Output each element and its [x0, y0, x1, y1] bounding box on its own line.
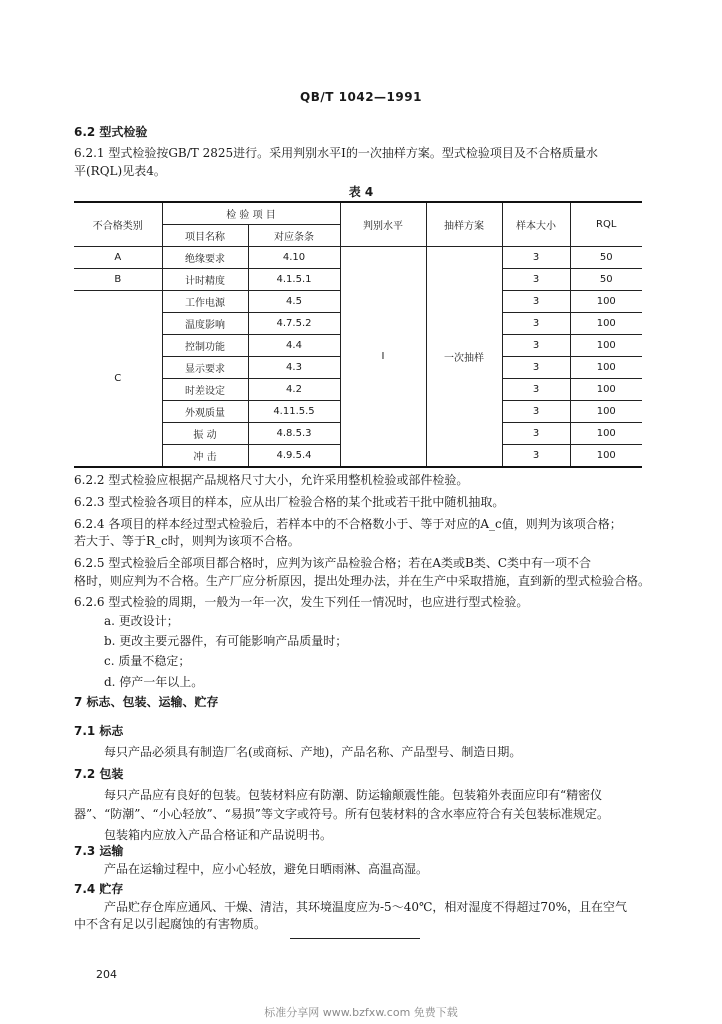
item-name-cell: 外观质量 [162, 401, 248, 423]
item-name-cell: 冲 击 [162, 445, 248, 468]
rql-cell: 100 [570, 423, 642, 445]
rql-cell: 100 [570, 357, 642, 379]
rql-cell: 100 [570, 313, 642, 335]
rql-cell: 100 [570, 335, 642, 357]
clause-cell: 4.3 [248, 357, 340, 379]
item-name-cell: 控制功能 [162, 335, 248, 357]
table-row [74, 247, 642, 269]
sample-cell: 3 [502, 313, 570, 335]
rql-cell: 100 [570, 401, 642, 423]
sample-cell: 3 [502, 379, 570, 401]
clause-cell: 4.9.5.4 [248, 445, 340, 468]
sample-cell: 3 [502, 423, 570, 445]
header-category: 不合格类别 [74, 202, 162, 247]
section-7-3-text: 产品在运输过程中，应小心轻放，避免日晒雨淋、高温高湿。 [104, 862, 429, 876]
rql-cell: 50 [570, 269, 642, 291]
sample-cell: 3 [502, 401, 570, 423]
list-item: b. 更改主要元器件，有可能影响产品质量时； [104, 634, 348, 648]
header-clause: 对应条条 [248, 225, 340, 247]
section-7-4-line-2: 中不含有足以引起腐蚀的有害物质。 [74, 917, 267, 931]
item-name-cell: 温度影响 [162, 313, 248, 335]
sample-cell: 3 [502, 357, 570, 379]
clause-cell: 4.10 [248, 247, 340, 269]
sample-cell: 3 [502, 247, 570, 269]
table-caption: 表 4 [348, 185, 374, 199]
sample-cell: 3 [502, 269, 570, 291]
header-rql: RQL [570, 202, 642, 247]
clause-cell: 4.5 [248, 291, 340, 313]
clause-cell: 4.7.5.2 [248, 313, 340, 335]
clause-6-2-4-line-1: 6.2.4 各项目的样本经过型式检验后，若样本中的不合格数小于、等于对应的A_c值，则判为该项合格； [74, 517, 622, 531]
section-7-2-line-2: 器”、“防潮”、“小心轻放”、“易损”等文字或符号。所有包装材料的含水率应符合有关包装标准规定。 [74, 807, 609, 821]
clause-6-2-5-line-2: 格时，则应判为不合格。生产厂应分析原因，提出处理办法，并在生产中采取措施，直到新的型式检验合格。 [74, 574, 651, 588]
rql-cell: 100 [570, 379, 642, 401]
clause-cell: 4.8.5.3 [248, 423, 340, 445]
inspection-table [74, 201, 642, 468]
header-item-name: 项目名称 [162, 225, 248, 247]
list-item: a. 更改设计； [104, 614, 179, 628]
item-name-cell: 振 动 [162, 423, 248, 445]
rql-cell: 100 [570, 291, 642, 313]
item-name-cell: 绝缘要求 [162, 247, 248, 269]
header-sample-size: 样本大小 [502, 202, 570, 247]
clause-cell: 4.11.5.5 [248, 401, 340, 423]
section-7-4-line-1: 产品贮存仓库应通风、干燥、清洁，其环境温度应为-5～40℃，相对湿度不得超过70%，且在空气 [104, 900, 628, 914]
list-item: c. 质量不稳定； [104, 654, 191, 668]
header-scheme: 抽样方案 [426, 202, 502, 247]
sample-cell: 3 [502, 445, 570, 468]
clause-6-2-1-line-2: 平(RQL)见表4。 [74, 164, 166, 178]
category-cell: A [74, 247, 162, 269]
header-items: 检 验 项 目 [162, 202, 340, 225]
item-name-cell: 显示要求 [162, 357, 248, 379]
section-7-3-title: 7.3 运输 [74, 844, 124, 858]
item-name-cell: 时差设定 [162, 379, 248, 401]
sample-cell: 3 [502, 291, 570, 313]
section-7-title: 7 标志、包装、运输、贮存 [74, 695, 219, 709]
rql-cell: 50 [570, 247, 642, 269]
clause-6-2-3: 6.2.3 型式检验各项目的样本，应从出厂检验合格的某个批或若干批中随机抽取。 [74, 495, 505, 509]
end-rule [290, 938, 420, 939]
watermark: 标准分享网 www.bzfxw.com 免费下载 [264, 1006, 458, 1019]
rql-cell: 100 [570, 445, 642, 468]
clause-6-2-6: 6.2.6 型式检验的周期，一般为一年一次，发生下列任一情况时，也应进行型式检验。 [74, 595, 529, 609]
section-7-2-line-3: 包装箱内应放入产品合格证和产品说明书。 [104, 828, 333, 842]
clause-6-2-2: 6.2.2 型式检验应根据产品规格尺寸大小，允许采用整机检验或部件检验。 [74, 473, 469, 487]
list-item: d. 停产一年以上。 [104, 675, 204, 689]
header-level: 判别水平 [340, 202, 426, 247]
clause-6-2-1-line-1: 6.2.1 型式检验按GB/T 2825进行。采用判别水平Ⅰ的一次抽样方案。型式检验项目及不合格质量水 [74, 146, 598, 160]
clause-cell: 4.4 [248, 335, 340, 357]
item-name-cell: 工作电源 [162, 291, 248, 313]
category-cell: C [74, 291, 162, 468]
clause-cell: 4.2 [248, 379, 340, 401]
section-6-2-title: 6.2 型式检验 [74, 125, 148, 139]
category-cell: B [74, 269, 162, 291]
item-name-cell: 计时精度 [162, 269, 248, 291]
section-7-2-title: 7.2 包装 [74, 767, 124, 781]
page-number: 204 [96, 968, 117, 981]
level-cell: Ⅰ [340, 247, 426, 468]
clause-6-2-4-line-2: 若大于、等于R_c时，则判为该项不合格。 [74, 534, 300, 548]
section-7-4-title: 7.4 贮存 [74, 882, 124, 896]
standard-header: QB/T 1042—1991 [300, 90, 422, 104]
section-7-2-line-1: 每只产品应有良好的包装。包装材料应有防潮、防运输颠震性能。包装箱外表面应印有“精密仪 [104, 788, 603, 802]
section-7-1-text: 每只产品必须具有制造厂名(或商标、产地)，产品名称、产品型号、制造日期。 [104, 745, 522, 759]
sample-cell: 3 [502, 335, 570, 357]
clause-cell: 4.1.5.1 [248, 269, 340, 291]
section-7-1-title: 7.1 标志 [74, 724, 124, 738]
clause-6-2-5-line-1: 6.2.5 型式检验后全部项目都合格时，应判为该产品检验合格；若在A类或B类、C类中有一项不合 [74, 556, 592, 570]
scheme-cell: 一次抽样 [426, 247, 502, 468]
table-header-row [74, 202, 642, 225]
